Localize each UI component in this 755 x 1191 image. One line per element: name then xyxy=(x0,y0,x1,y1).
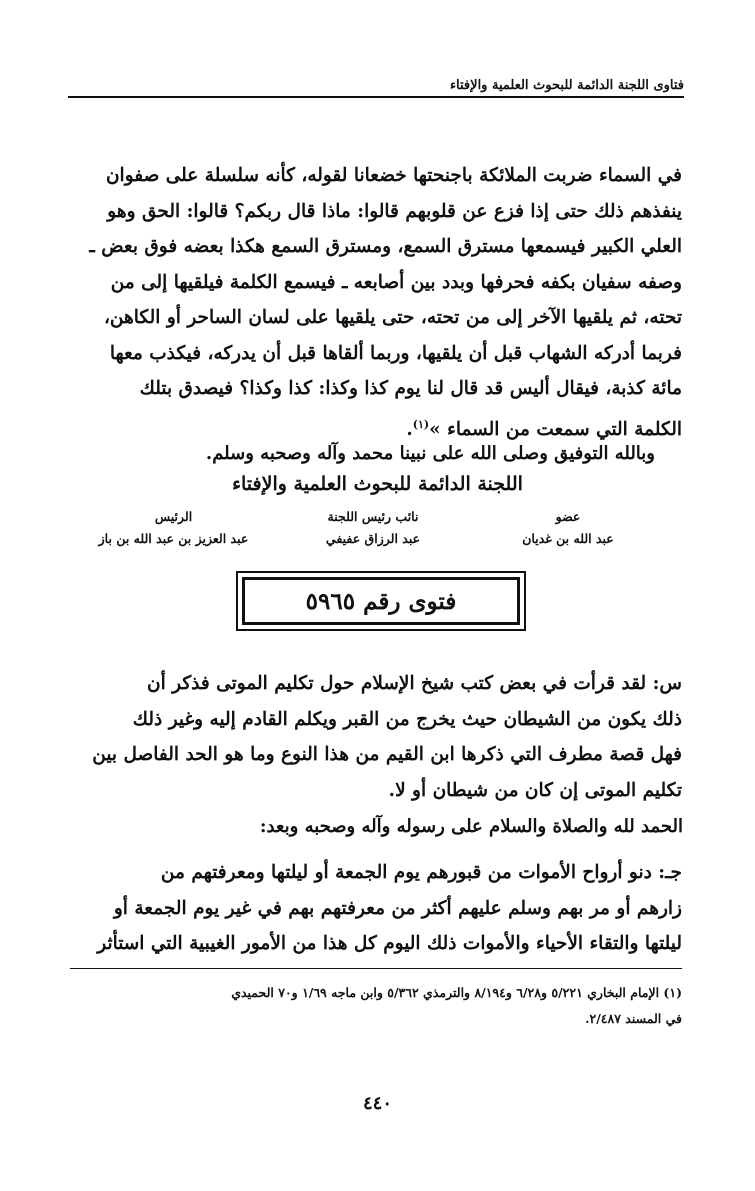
text-line: ذلك يكون من الشيطان حيث يخرج من القبر ويكلم القادم إليه وغير ذلك xyxy=(132,708,682,730)
answer-paragraph xyxy=(70,855,682,962)
signatory-deputy xyxy=(293,506,453,550)
text-line: تكليم الموتى إن كان من شيطان أو لا. xyxy=(388,779,682,801)
footnote-line: (١) الإمام البخاري ٥/٢٢١ و٦/٢٨ و٨/١٩٤ والترمذي ٥/٣٦٢ وابن ماجه ١/٦٩ و٧٠ الحميدي xyxy=(231,985,682,1000)
signatory-name: عبد الله بن غديان xyxy=(522,531,614,546)
text-line: جـ: دنو أرواح الأموات من قبورهم يوم الجمعة أو ليلتها ومعرفتهم من xyxy=(160,862,682,883)
intro-paragraph xyxy=(70,158,682,447)
text-line: العلي الكبير فيسمعها مسترق السمع، ومسترق السمع هكذا بعضه فوق بعض ـ xyxy=(89,236,682,257)
header-title: فتاوى اللجنة الدائمة للبحوث العلمية والإفتاء xyxy=(444,76,684,96)
text-line-end: الكلمة التي سمعت من السماء » xyxy=(429,418,682,440)
footnote-line: في المسند ٢/٤٨٧. xyxy=(585,1011,682,1026)
footnote-marker: (١) xyxy=(412,417,430,431)
signatory-role: الرئيس xyxy=(154,509,193,524)
footnote-divider xyxy=(70,968,682,969)
text-line: في السماء ضربت الملائكة باجنحتها خضعانا لقوله، كأنه سلسلة على صفوان xyxy=(105,165,682,186)
running-header xyxy=(68,76,684,98)
text-line: فهل قصة مطرف التي ذكرها ابن القيم من هذا النوع وما هو الحد الفاصل بين xyxy=(92,744,682,765)
closing-line: وبالله التوفيق وصلى الله على نبينا محمد وآله وصحبه وسلم. xyxy=(205,443,655,464)
signatory-name: عبد العزيز بن عبد الله بن باز xyxy=(98,531,249,546)
signatory-role: عضو xyxy=(555,509,581,524)
text-line: ينفذهم ذلك حتى إذا فزع عن قلوبهم قالوا: ماذا قال ربكم؟ قالوا: الحق وهو xyxy=(107,200,682,222)
text-line: الكلمة التي سمعت من السماء »$^{(١)}$. xyxy=(406,417,682,440)
text-line: مائة كذبة، فيقال أليس قد قال لنا يوم كذا وكذا: كذا وكذا؟ فيصدق بتلك xyxy=(139,378,682,399)
question-paragraph xyxy=(70,666,682,808)
praise-line: الحمد لله والصلاة والسلام على رسوله وآله وصحبه وبعد: xyxy=(259,816,683,837)
text-line: فربما أدركه الشهاب قبل أن يلقيها، وربما ألقاها قبل أن يدركه، فيكذب معها xyxy=(109,342,682,364)
fatwa-title: فتوى رقم ٥٩٦٥ xyxy=(242,577,520,625)
signatory-member xyxy=(493,506,643,550)
page-number: ٤٤٠ xyxy=(362,1093,392,1114)
text-line: زارهم أو مر بهم وسلم عليهم أكثر من معرفتهم بهم في غير يوم الجمعة أو xyxy=(113,897,682,919)
committee-name: اللجنة الدائمة للبحوث العلمية والإفتاء xyxy=(232,473,523,495)
signatory-role: نائب رئيس اللجنة xyxy=(327,509,419,524)
signatory-name: عبد الرزاق عفيفي xyxy=(325,531,421,546)
footnote xyxy=(70,980,682,1032)
text-line: ليلتها والتقاء الأحياء والأموات ذلك اليوم كل هذا من الأمور الغيبية التي استأثر xyxy=(97,933,682,954)
text-line: وصفه سفيان بكفه فحرفها وبدد بين أصابعه ـ فيسمع الكلمة فيلقيها إلى من xyxy=(110,271,682,293)
signatory-president xyxy=(66,506,281,550)
text-line: س: لقد قرأت في بعض كتب شيخ الإسلام حول تكليم الموتى فذكر أن xyxy=(147,673,682,694)
fatwa-number-box xyxy=(236,571,526,631)
text-line: تحته، ثم يلقيها الآخر إلى من تحته، حتى يلقيها على لسان الساحر أو الكاهن، xyxy=(103,307,682,328)
